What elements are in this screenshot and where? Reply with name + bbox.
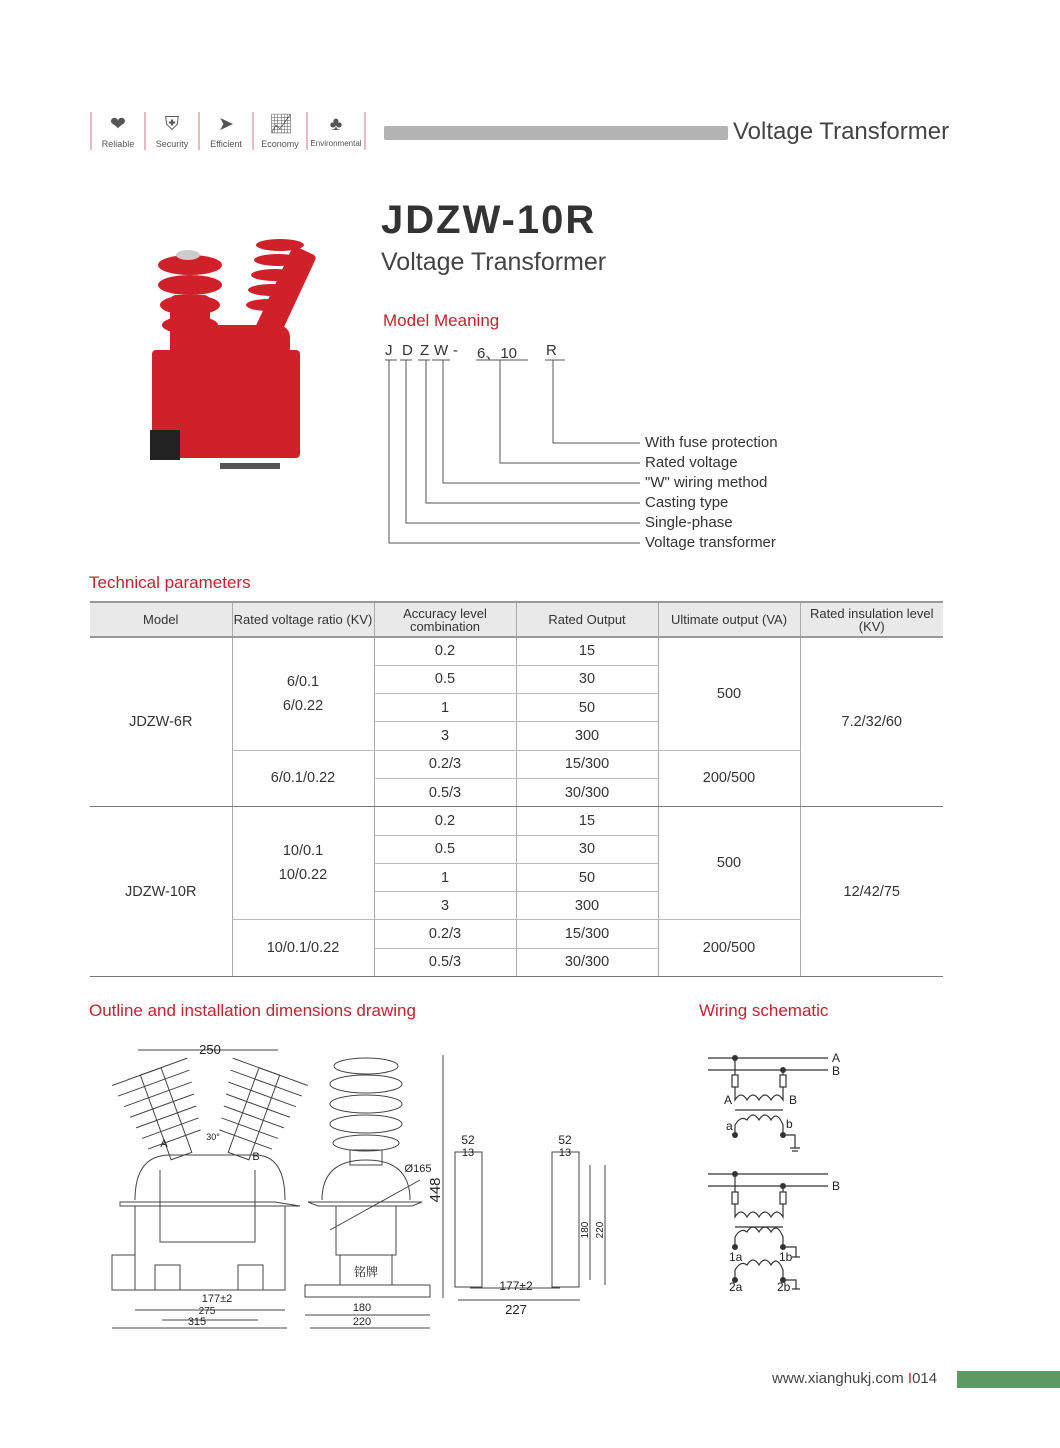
dim-top-width: 250 bbox=[199, 1042, 221, 1057]
output-cell: 50 bbox=[516, 694, 658, 722]
ratio-cell: 10/0.1 10/0.22 bbox=[232, 807, 374, 920]
footer-accent-bar bbox=[957, 1371, 1060, 1388]
table-row bbox=[90, 807, 943, 835]
dim-vertical-180: 180 bbox=[580, 1221, 591, 1239]
dim-diameter: Ø165 bbox=[404, 1163, 432, 1175]
page-number: 014 bbox=[912, 1370, 938, 1387]
bus-b-label: B bbox=[832, 1064, 841, 1078]
output-cell: 15/300 bbox=[516, 750, 658, 778]
col-header: Rated insulation level (KV) bbox=[800, 602, 943, 637]
secondary-1b-label: 1b bbox=[779, 1250, 793, 1264]
accuracy-cell: 0.2 bbox=[374, 637, 516, 665]
dim-angle: 30° bbox=[206, 1132, 220, 1142]
dim-base-315: 315 bbox=[187, 1316, 207, 1328]
label-phase-b: B bbox=[252, 1151, 260, 1163]
feature-security: ⛨ Security bbox=[144, 112, 198, 150]
insulation-cell: 7.2/32/60 bbox=[800, 637, 943, 807]
accuracy-cell: 0.5 bbox=[374, 665, 516, 693]
product-image bbox=[140, 225, 320, 490]
side-view bbox=[305, 1055, 443, 1328]
feature-reliable: ❤ Reliable bbox=[90, 112, 144, 150]
model-cell: JDZW-10R bbox=[90, 807, 232, 977]
footer-separator: I bbox=[907, 1370, 913, 1387]
ratio-cell: 10/0.1/0.22 bbox=[232, 920, 374, 977]
front-view bbox=[112, 1050, 308, 1328]
output-cell: 30 bbox=[516, 835, 658, 863]
col-header: Ultimate output (VA) bbox=[658, 602, 800, 637]
accuracy-cell: 3 bbox=[374, 722, 516, 750]
model-meaning-leader-lines bbox=[380, 355, 650, 550]
primary-b-label: B bbox=[789, 1093, 798, 1107]
dim-slot-52a: 52 bbox=[461, 1133, 475, 1147]
bus-a-label: A bbox=[832, 1051, 841, 1065]
dim-mount-177: 177±2 bbox=[499, 1279, 533, 1293]
table-header-row bbox=[90, 602, 943, 637]
dim-side-220: 220 bbox=[352, 1316, 372, 1328]
outline-drawing bbox=[100, 1030, 620, 1340]
footer-url[interactable]: www.xianghukj.com bbox=[772, 1370, 904, 1387]
chart-icon: 📈︎ bbox=[269, 114, 294, 135]
feature-efficient: ➤ Efficient bbox=[198, 112, 252, 150]
ratio-cell: 6/0.1 6/0.22 bbox=[232, 637, 374, 750]
header-bar bbox=[384, 126, 728, 140]
accuracy-cell: 1 bbox=[374, 863, 516, 891]
accuracy-cell: 0.2 bbox=[374, 807, 516, 835]
tech-params-title: Technical parameters bbox=[89, 573, 251, 592]
accuracy-cell: 0.2/3 bbox=[374, 750, 516, 778]
accuracy-cell: 1 bbox=[374, 694, 516, 722]
dim-base-177: 177±2 bbox=[201, 1293, 233, 1305]
insulation-cell: 12/42/75 bbox=[800, 807, 943, 977]
accuracy-cell: 3 bbox=[374, 892, 516, 920]
shield-check-icon: ⛨ bbox=[164, 114, 180, 135]
output-cell: 30/300 bbox=[516, 948, 658, 976]
dim-slot-52b: 52 bbox=[558, 1133, 572, 1147]
output-cell: 30 bbox=[516, 665, 658, 693]
hearts-icon: ❤ bbox=[110, 114, 126, 135]
output-cell: 300 bbox=[516, 892, 658, 920]
dim-side-180: 180 bbox=[352, 1302, 372, 1314]
nameplate-label: 铭牌 bbox=[353, 1265, 379, 1279]
accuracy-cell: 0.5/3 bbox=[374, 948, 516, 976]
dim-base-275: 275 bbox=[198, 1306, 216, 1317]
ratio-cell: 6/0.1/0.22 bbox=[232, 750, 374, 807]
output-cell: 15 bbox=[516, 807, 658, 835]
accuracy-cell: 0.5 bbox=[374, 835, 516, 863]
output-cell: 50 bbox=[516, 863, 658, 891]
footer bbox=[772, 1370, 937, 1387]
secondary-2b-label: 2b bbox=[777, 1280, 791, 1294]
table-row bbox=[90, 637, 943, 665]
secondary-b-label: b bbox=[786, 1117, 793, 1131]
col-header: Model bbox=[90, 602, 232, 637]
label-phase-a: A bbox=[160, 1138, 168, 1150]
trees-icon: ♣ bbox=[329, 114, 343, 135]
secondary-2a-label: 2a bbox=[729, 1280, 743, 1294]
model-cell: JDZW-6R bbox=[90, 637, 232, 807]
bus-b2-label: B bbox=[832, 1179, 841, 1193]
output-cell: 15/300 bbox=[516, 920, 658, 948]
primary-a-label: A bbox=[724, 1093, 733, 1107]
col-header: Rated Output bbox=[516, 602, 658, 637]
dim-slot-13b: 13 bbox=[558, 1147, 572, 1159]
secondary-a-label: a bbox=[726, 1119, 733, 1133]
dim-mount-227: 227 bbox=[505, 1302, 527, 1317]
product-subtitle: Voltage Transformer bbox=[381, 248, 607, 276]
ultimate-cell: 500 bbox=[658, 637, 800, 750]
dim-height: 448 bbox=[427, 1177, 444, 1203]
header-title: Voltage Transformer bbox=[733, 118, 950, 145]
accuracy-cell: 0.5/3 bbox=[374, 778, 516, 806]
feature-economy: 📈︎ Economy bbox=[252, 112, 306, 150]
output-cell: 300 bbox=[516, 722, 658, 750]
col-header: Accuracy level combination bbox=[374, 602, 516, 637]
paper-plane-icon: ➤ bbox=[218, 114, 234, 135]
ultimate-cell: 500 bbox=[658, 807, 800, 920]
model-meaning-title: Model Meaning bbox=[383, 311, 500, 330]
product-model: JDZW-10R bbox=[381, 198, 597, 242]
col-header: Rated voltage ratio (KV) bbox=[232, 602, 374, 637]
ultimate-cell: 200/500 bbox=[658, 750, 800, 807]
secondary-1a-label: 1a bbox=[729, 1250, 743, 1264]
outline-title: Outline and installation dimensions drawing bbox=[89, 1001, 416, 1020]
wiring-schematic bbox=[700, 1040, 860, 1300]
output-cell: 15 bbox=[516, 637, 658, 665]
ultimate-cell: 200/500 bbox=[658, 920, 800, 977]
wiring-title: Wiring schematic bbox=[699, 1001, 829, 1020]
accuracy-cell: 0.2/3 bbox=[374, 920, 516, 948]
dim-slot-13a: 13 bbox=[461, 1147, 475, 1159]
tech-params-table bbox=[90, 601, 943, 977]
feature-environmental: ♣ Environmental bbox=[306, 112, 366, 150]
output-cell: 30/300 bbox=[516, 778, 658, 806]
dim-vertical-220: 220 bbox=[595, 1221, 606, 1239]
